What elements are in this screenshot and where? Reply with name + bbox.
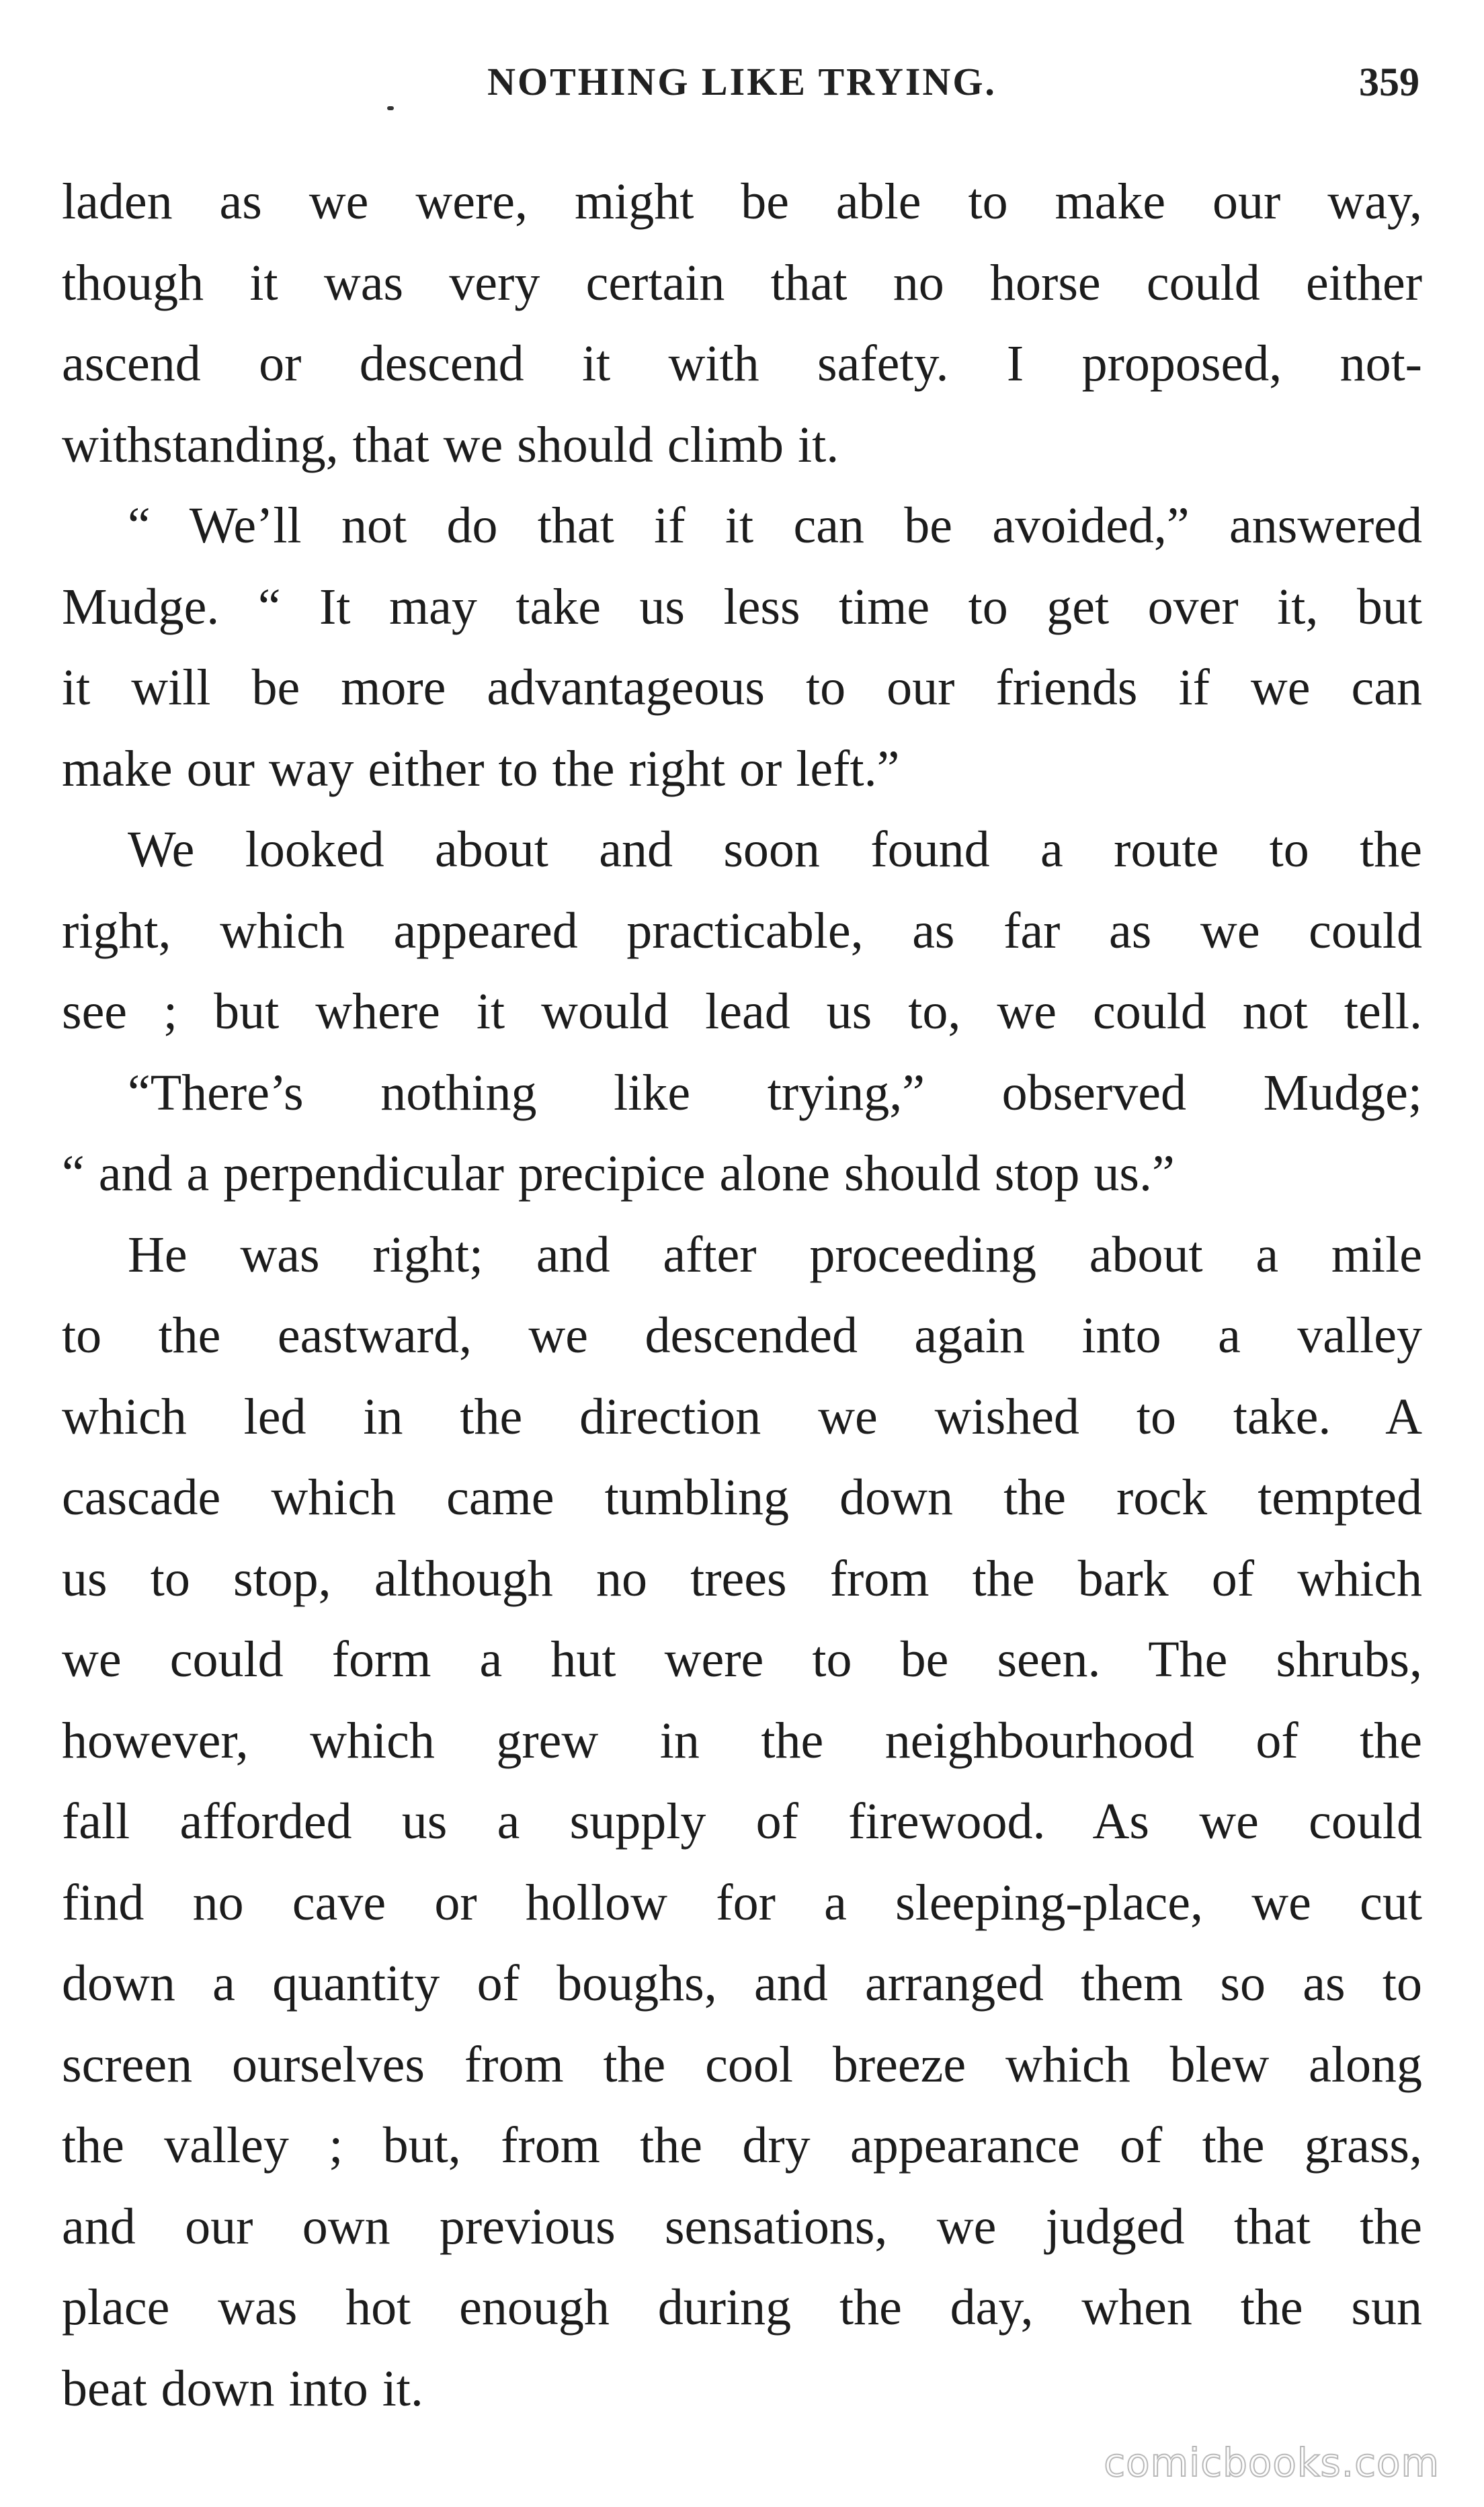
text-line: “ We’ll not do that if it can be avoided,” answered — [128, 497, 1422, 554]
text-line: fall afforded us a supply of firewood. As we could — [62, 1793, 1422, 1850]
text-line: We looked about and soon found a route to the — [128, 821, 1422, 878]
text-line: which led in the direction we wished to take. A — [62, 1388, 1422, 1445]
text-line: ascend or descend it with safety. I proposed, not- — [62, 335, 1422, 392]
text-line: “There’s nothing like trying,” observed Mudge; — [128, 1064, 1422, 1121]
text-line: and our own previous sensations, we judged that the — [62, 2198, 1422, 2255]
text-line: laden as we were, might be able to make our way, — [62, 173, 1422, 230]
running-head — [0, 59, 1484, 120]
text-line: to the eastward, we descended again into a valley — [62, 1307, 1422, 1364]
text-line: though it was very certain that no horse could either — [62, 254, 1422, 311]
text-line: down a quantity of boughs, and arranged them so as to — [62, 1955, 1422, 2012]
text-line: withstanding, that we should climb it. — [62, 416, 839, 473]
text-line: right, which appeared practicable, as far as we could — [62, 902, 1422, 959]
text-line: place was hot enough during the day, when the sun — [62, 2279, 1422, 2336]
running-title: NOTHING LIKE TRYING. — [487, 60, 997, 104]
text-line: us to stop, although no trees from the bark of which — [62, 1550, 1422, 1607]
watermark: comicbooks.com — [1104, 2440, 1440, 2485]
text-line: see ; but where it would lead us to, we could not tell. — [62, 983, 1422, 1040]
text-line: the valley ; but, from the dry appearance of the grass, — [62, 2117, 1422, 2174]
text-line: cascade which came tumbling down the rock tempted — [62, 1469, 1422, 1526]
page-number: 359 — [1359, 60, 1419, 104]
text-line: it will be more advantageous to our friends if we can — [62, 659, 1422, 716]
text-line: make our way either to the right or left.” — [62, 740, 900, 797]
ink-speck — [387, 106, 394, 110]
body-text — [62, 161, 1422, 2429]
text-line: Mudge. “ It may take us less time to get over it, but — [62, 578, 1422, 635]
text-line: beat down into it. — [62, 2360, 423, 2417]
text-line: screen ourselves from the cool breeze which blew along — [62, 2036, 1422, 2093]
text-line: we could form a hut were to be seen. The shrubs, — [62, 1631, 1422, 1688]
text-line: “ and a perpendicular precipice alone should stop us.” — [62, 1145, 1175, 1202]
text-line: however, which grew in the neighbourhood of the — [62, 1712, 1422, 1769]
text-line: He was right; and after proceeding about a mile — [128, 1226, 1422, 1283]
text-line: find no cave or hollow for a sleeping-place, we cut — [62, 1874, 1422, 1931]
